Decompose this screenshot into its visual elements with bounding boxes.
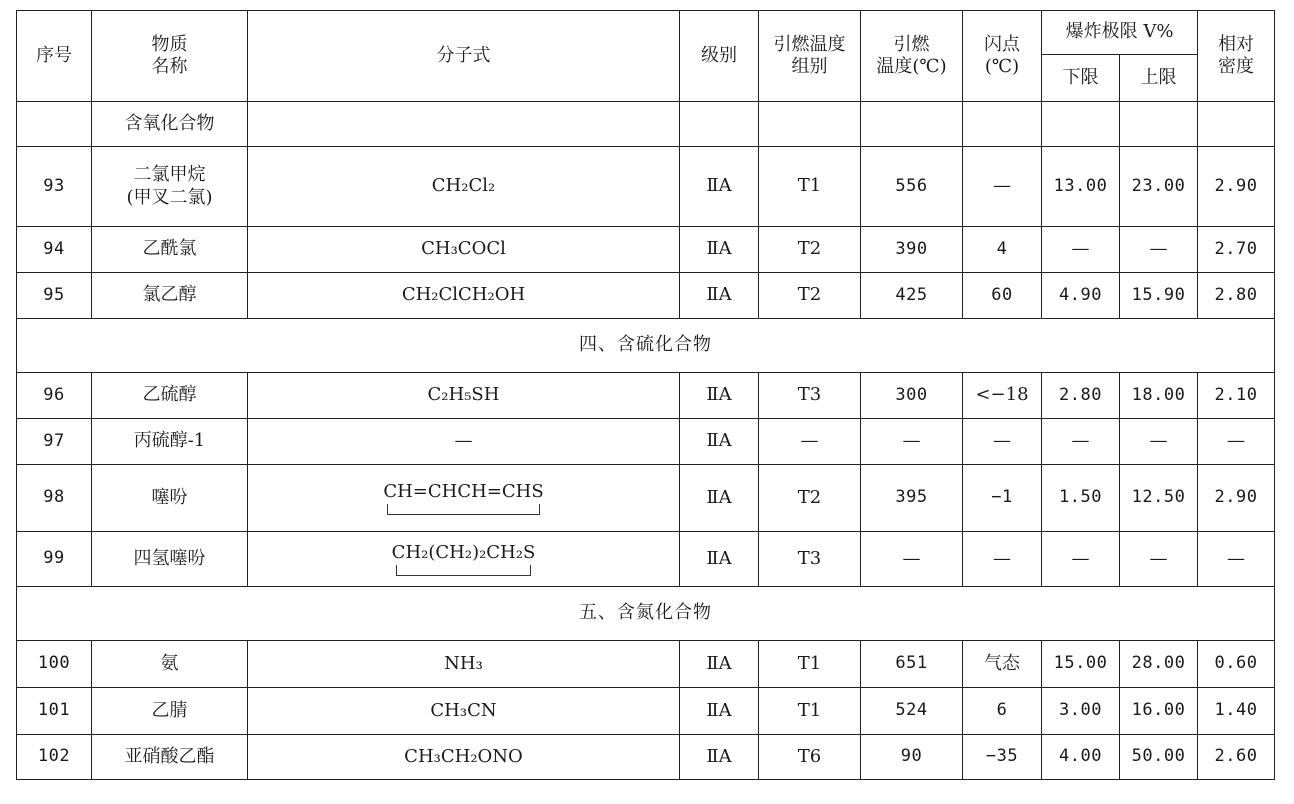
cell-lower: — xyxy=(1042,532,1120,587)
cell-flash: 4 xyxy=(963,227,1042,273)
cell-ign-temp: — xyxy=(861,532,963,587)
table-row xyxy=(17,419,1275,465)
cell-upper: 28.00 xyxy=(1120,641,1198,688)
cell-ign-temp: — xyxy=(861,419,963,465)
cell-group: T1 xyxy=(759,147,861,227)
header-upper-limit: 上限 xyxy=(1120,55,1198,102)
cell-lower: 13.00 xyxy=(1042,147,1120,227)
cell-name: 氨 xyxy=(92,641,248,688)
cell-flash: — xyxy=(963,147,1042,227)
table-row xyxy=(17,688,1275,735)
ring-bond-bracket xyxy=(387,504,539,515)
cell-upper: — xyxy=(1120,532,1198,587)
cell-ign-temp: 390 xyxy=(861,227,963,273)
cell-empty xyxy=(680,102,759,147)
cell-seq: 94 xyxy=(17,227,92,273)
cell-lower: — xyxy=(1042,227,1120,273)
cell-seq: 97 xyxy=(17,419,92,465)
header-temp-group-line2: 组别 xyxy=(791,56,828,77)
cell-empty xyxy=(248,102,680,147)
header-seq: 序号 xyxy=(17,11,92,102)
cell-seq: 93 xyxy=(17,147,92,227)
cell-group: T2 xyxy=(759,465,861,532)
subsection-label: 含氧化合物 xyxy=(92,102,248,147)
cell-empty xyxy=(963,102,1042,147)
cell-flash: 6 xyxy=(963,688,1042,735)
header-density-line2: 密度 xyxy=(1218,56,1255,77)
table-row xyxy=(17,641,1275,688)
cell-formula: CH₃CH₂ONO xyxy=(248,735,680,780)
document-page xyxy=(16,10,1274,790)
section-title-sulfur: 四、含硫化合物 xyxy=(17,319,1275,373)
hazardous-substance-table xyxy=(16,10,1275,780)
table-row xyxy=(17,465,1275,532)
cell-upper: — xyxy=(1120,227,1198,273)
table-row xyxy=(17,227,1275,273)
cell-flash: −1 xyxy=(963,465,1042,532)
table-row xyxy=(17,147,1275,227)
cell-formula: CH₂Cl₂ xyxy=(248,147,680,227)
ring-formula xyxy=(383,481,543,516)
cell-formula: — xyxy=(248,419,680,465)
subsection-row xyxy=(17,102,1275,147)
cell-formula: CH₃COCl xyxy=(248,227,680,273)
cell-grade: ⅡA xyxy=(680,532,759,587)
cell-density: 0.60 xyxy=(1198,641,1275,688)
cell-flash: 60 xyxy=(963,273,1042,319)
table-row xyxy=(17,373,1275,419)
cell-flash: <−18 xyxy=(963,373,1042,419)
cell-grade: ⅡA xyxy=(680,465,759,532)
header-temp-group-line1: 引燃温度 xyxy=(773,33,846,55)
header-density xyxy=(1198,11,1275,102)
cell-grade: ⅡA xyxy=(680,688,759,735)
cell-group: T2 xyxy=(759,273,861,319)
header-name-line2: 名称 xyxy=(151,56,188,77)
cell-upper: 15.90 xyxy=(1120,273,1198,319)
cell-empty xyxy=(1120,102,1198,147)
cell-flash: −35 xyxy=(963,735,1042,780)
cell-seq: 99 xyxy=(17,532,92,587)
cell-density: 1.40 xyxy=(1198,688,1275,735)
cell-seq: 95 xyxy=(17,273,92,319)
cell-formula: NH₃ xyxy=(248,641,680,688)
header-ign-temp-line1: 引燃 xyxy=(893,33,930,55)
cell-lower: 1.50 xyxy=(1042,465,1120,532)
cell-group: T3 xyxy=(759,373,861,419)
cell-density: — xyxy=(1198,419,1275,465)
cell-ign-temp: 556 xyxy=(861,147,963,227)
header-row-top xyxy=(17,11,1275,55)
cell-name: 亚硝酸乙酯 xyxy=(92,735,248,780)
cell-name: 丙硫醇-1 xyxy=(92,419,248,465)
header-name xyxy=(92,11,248,102)
cell-flash: — xyxy=(963,419,1042,465)
cell-ign-temp: 651 xyxy=(861,641,963,688)
header-ign-temp-line2: 温度(℃) xyxy=(876,56,947,77)
cell-group: T6 xyxy=(759,735,861,780)
cell-grade: ⅡA xyxy=(680,227,759,273)
cell-name-line1: 二氯甲烷 xyxy=(133,164,206,185)
cell-lower: 15.00 xyxy=(1042,641,1120,688)
cell-lower: 4.00 xyxy=(1042,735,1120,780)
header-density-line1: 相对 xyxy=(1218,33,1255,55)
ring-bond-bracket xyxy=(396,565,532,576)
section-row-nitrogen xyxy=(17,587,1275,641)
formula-text: CH₂(CH₂)₂CH₂S xyxy=(391,541,536,563)
cell-grade: ⅡA xyxy=(680,373,759,419)
cell-group: T2 xyxy=(759,227,861,273)
cell-grade: ⅡA xyxy=(680,735,759,780)
section-title-nitrogen: 五、含氮化合物 xyxy=(17,587,1275,641)
header-temp-group xyxy=(759,11,861,102)
section-row-sulfur xyxy=(17,319,1275,373)
header-grade: 级别 xyxy=(680,11,759,102)
cell-seq: 96 xyxy=(17,373,92,419)
header-flash-line1: 闪点 xyxy=(984,33,1020,55)
cell-density: 2.90 xyxy=(1198,465,1275,532)
cell-upper: — xyxy=(1120,419,1198,465)
cell-density: 2.60 xyxy=(1198,735,1275,780)
cell-ign-temp: 524 xyxy=(861,688,963,735)
cell-grade: ⅡA xyxy=(680,147,759,227)
table-row xyxy=(17,735,1275,780)
cell-name: 乙腈 xyxy=(92,688,248,735)
cell-seq: 100 xyxy=(17,641,92,688)
cell-seq: 102 xyxy=(17,735,92,780)
cell-ign-temp: 90 xyxy=(861,735,963,780)
cell-density: 2.70 xyxy=(1198,227,1275,273)
cell-upper: 16.00 xyxy=(1120,688,1198,735)
cell-formula xyxy=(248,532,680,587)
cell-group: T1 xyxy=(759,688,861,735)
cell-lower: 2.80 xyxy=(1042,373,1120,419)
cell-formula: CH₂ClCH₂OH xyxy=(248,273,680,319)
header-flash-line2: (℃) xyxy=(984,56,1020,77)
ring-formula xyxy=(392,542,536,577)
cell-name: 噻吩 xyxy=(92,465,248,532)
cell-seq: 101 xyxy=(17,688,92,735)
cell-lower: 4.90 xyxy=(1042,273,1120,319)
cell-density: — xyxy=(1198,532,1275,587)
header-lower-limit: 下限 xyxy=(1042,55,1120,102)
cell-upper: 12.50 xyxy=(1120,465,1198,532)
cell-name: 氯乙醇 xyxy=(92,273,248,319)
cell-lower: 3.00 xyxy=(1042,688,1120,735)
cell-empty xyxy=(17,102,92,147)
cell-upper: 23.00 xyxy=(1120,147,1198,227)
cell-name xyxy=(92,147,248,227)
table-row xyxy=(17,532,1275,587)
cell-name: 乙硫醇 xyxy=(92,373,248,419)
cell-name: 乙酰氯 xyxy=(92,227,248,273)
cell-group: T3 xyxy=(759,532,861,587)
cell-name: 四氢噻吩 xyxy=(92,532,248,587)
header-name-line1: 物质 xyxy=(151,33,188,55)
cell-grade: ⅡA xyxy=(680,273,759,319)
cell-upper: 18.00 xyxy=(1120,373,1198,419)
cell-density: 2.10 xyxy=(1198,373,1275,419)
cell-flash: — xyxy=(963,532,1042,587)
cell-flash: 气态 xyxy=(963,641,1042,688)
cell-seq: 98 xyxy=(17,465,92,532)
cell-empty xyxy=(1198,102,1275,147)
cell-name-line2: (甲叉二氯) xyxy=(126,186,213,208)
cell-group: T1 xyxy=(759,641,861,688)
cell-grade: ⅡA xyxy=(680,641,759,688)
header-flash-point xyxy=(963,11,1042,102)
cell-empty xyxy=(861,102,963,147)
cell-formula: CH₃CN xyxy=(248,688,680,735)
cell-density: 2.80 xyxy=(1198,273,1275,319)
cell-upper: 50.00 xyxy=(1120,735,1198,780)
cell-empty xyxy=(759,102,861,147)
cell-grade: ⅡA xyxy=(680,419,759,465)
formula-text: CH=CHCH=CHS xyxy=(383,480,544,502)
header-ign-temp xyxy=(861,11,963,102)
header-explosion-limit: 爆炸极限 V% xyxy=(1042,11,1198,55)
table-row xyxy=(17,273,1275,319)
cell-ign-temp: 425 xyxy=(861,273,963,319)
cell-ign-temp: 395 xyxy=(861,465,963,532)
cell-lower: — xyxy=(1042,419,1120,465)
cell-empty xyxy=(1042,102,1120,147)
cell-density: 2.90 xyxy=(1198,147,1275,227)
cell-formula xyxy=(248,465,680,532)
cell-group: — xyxy=(759,419,861,465)
cell-ign-temp: 300 xyxy=(861,373,963,419)
header-formula: 分子式 xyxy=(248,11,680,102)
cell-formula: C₂H₅SH xyxy=(248,373,680,419)
